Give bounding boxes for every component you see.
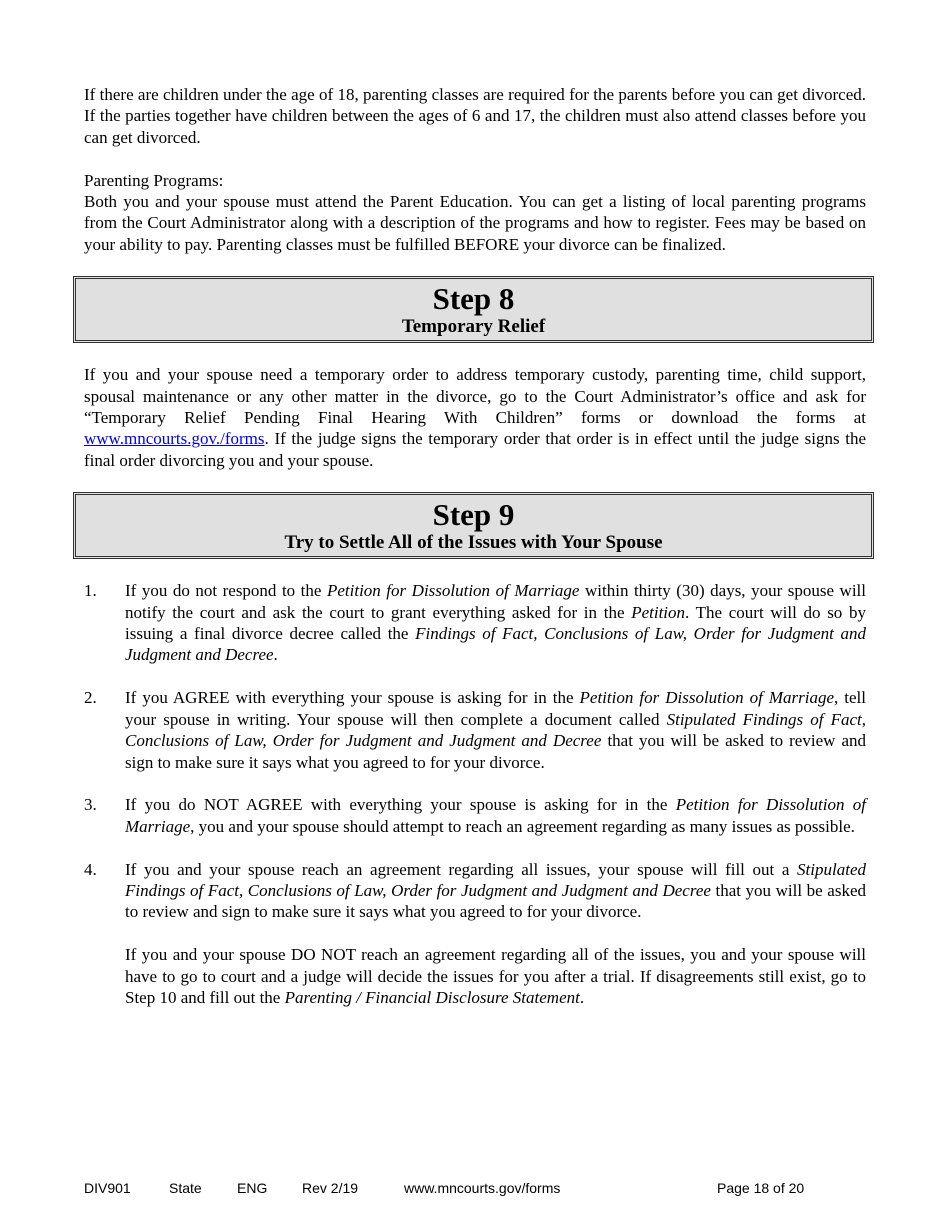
list-item-text bbox=[125, 580, 866, 666]
text-run: If you and your spouse reach an agreement regarding all issues, your spouse will fill out a bbox=[125, 859, 798, 879]
step-9-header bbox=[73, 492, 874, 559]
step-8-header bbox=[73, 276, 874, 343]
step-8-subtitle: Temporary Relief bbox=[401, 316, 546, 338]
text-run: that you will be asked to review and sign to make sure it says what you agreed to for your divorce. bbox=[125, 880, 866, 922]
list-item bbox=[84, 859, 866, 923]
list-item-number: 4. bbox=[84, 859, 97, 879]
text-run: If you do NOT AGREE with everything your spouse is asking for in the bbox=[125, 795, 676, 815]
text-run: . bbox=[579, 987, 585, 1007]
footer-language: ENG bbox=[237, 1180, 268, 1196]
footer-revision: Rev 2/19 bbox=[302, 1180, 359, 1196]
spacer bbox=[84, 148, 866, 169]
intro-paragraph: If there are children under the age of 18, parenting classes are required for the parents before you can get divorced. If the parties together have children between the ages of 6 and 17, the children must also attend classes before you can get divorced. bbox=[84, 85, 866, 147]
list-item-number: 3. bbox=[84, 795, 97, 815]
text-run: If you AGREE with everything your spouse is asking for in the bbox=[125, 688, 580, 708]
italic-text-run: Petition for Dissolution of Marriage bbox=[579, 688, 835, 708]
text-run: . bbox=[273, 645, 278, 665]
spacer bbox=[84, 559, 866, 580]
spacer bbox=[84, 343, 866, 364]
italic-text-run: Petition for Dissolution of Marriage bbox=[326, 581, 580, 601]
footer-page-number: Page 18 of 20 bbox=[717, 1180, 805, 1196]
step-8-title: Step 8 bbox=[432, 281, 515, 317]
spacer bbox=[84, 255, 866, 276]
step-8-paragraph bbox=[84, 364, 866, 471]
text-run: If you do not respond to the bbox=[125, 581, 327, 601]
italic-text-run: Findings of Fact, Conclusions of Law, Order for Judgment and Judgment and Decree bbox=[125, 624, 866, 665]
footer-form-id: DIV901 bbox=[84, 1180, 131, 1196]
closing-paragraph bbox=[125, 944, 866, 1008]
list-item-number: 1. bbox=[84, 581, 97, 601]
text-run: that you will be asked to review and sign to make sure it says what you agreed to for your divorce. bbox=[125, 731, 866, 772]
step-9-title: Step 9 bbox=[432, 497, 515, 533]
spacer bbox=[84, 923, 866, 944]
text-run: If you and your spouse DO NOT reach an agreement regarding all of the issues, you and your spouse will have to go to court and a judge will decide the issues for you after a trial. If disagreements still exist, go to Step 10 and fill out the bbox=[125, 945, 866, 1007]
italic-text-run: Petition for Dissolution of Marriage bbox=[125, 795, 866, 836]
italic-text-run: Stipulated Findings of Fact, Conclusions of Law, Order for Judgment and Judgment and Decree bbox=[125, 859, 866, 900]
step-8-text-before-link: If you and your spouse need a temporary order to address temporary custody, parenting time, child support, spousal maintenance or any other matter in the divorce, go to the Court Administrator’s office and ask for “Temporary Relief Pending Final Hearing With Children” forms or download the forms at bbox=[84, 365, 866, 428]
spacer bbox=[84, 773, 866, 794]
text-run: . The court will do so by issuing a final divorce decree called the bbox=[125, 602, 866, 644]
italic-text-run: Petition bbox=[631, 602, 686, 622]
italic-text-run: Stipulated Findings of Fact, Conclusions of Law, Order for Judgment and Judgment and Decree bbox=[125, 709, 866, 751]
list-item bbox=[84, 687, 866, 773]
step-9-subtitle: Try to Settle All of the Issues with Your Spouse bbox=[284, 532, 663, 554]
step-8-text-after-link: . If the judge signs the temporary order that order is in effect until the judge signs the final order divorcing you and your spouse. bbox=[84, 429, 866, 470]
text-run: , tell your spouse in writing. Your spouse will then complete a document called bbox=[125, 688, 866, 729]
list-item-text bbox=[125, 794, 866, 837]
parenting-programs-heading: Parenting Programs: bbox=[84, 170, 224, 190]
footer-website: www.mncourts.gov/forms bbox=[404, 1180, 561, 1196]
forms-link[interactable]: www.mncourts.gov./forms bbox=[84, 429, 265, 449]
spacer bbox=[84, 471, 866, 492]
footer-jurisdiction: State bbox=[169, 1180, 202, 1196]
document-page bbox=[84, 84, 866, 1008]
list-item-number: 2. bbox=[84, 688, 97, 708]
spacer bbox=[84, 837, 866, 858]
list-item-text bbox=[125, 687, 866, 773]
text-run: , you and your spouse should attempt to reach an agreement regarding as many issues as possible. bbox=[190, 816, 855, 836]
list-item bbox=[84, 580, 866, 666]
list-item-text bbox=[125, 859, 866, 923]
text-run: within thirty (30) days, your spouse will notify the court and ask the court to grant everything asked for in the bbox=[125, 581, 866, 622]
parenting-programs-text: Both you and your spouse must attend the Parent Education. You can get a listing of local parenting programs from the Court Administrator along with a description of the programs and how to register. Fees may be based on your ability to pay. Parenting classes must be fulfilled BEFORE your divorce can be finalized. bbox=[84, 192, 866, 254]
list-item bbox=[84, 794, 866, 837]
spacer bbox=[84, 666, 866, 687]
italic-text-run: Parenting / Financial Disclosure Statement bbox=[284, 987, 580, 1007]
